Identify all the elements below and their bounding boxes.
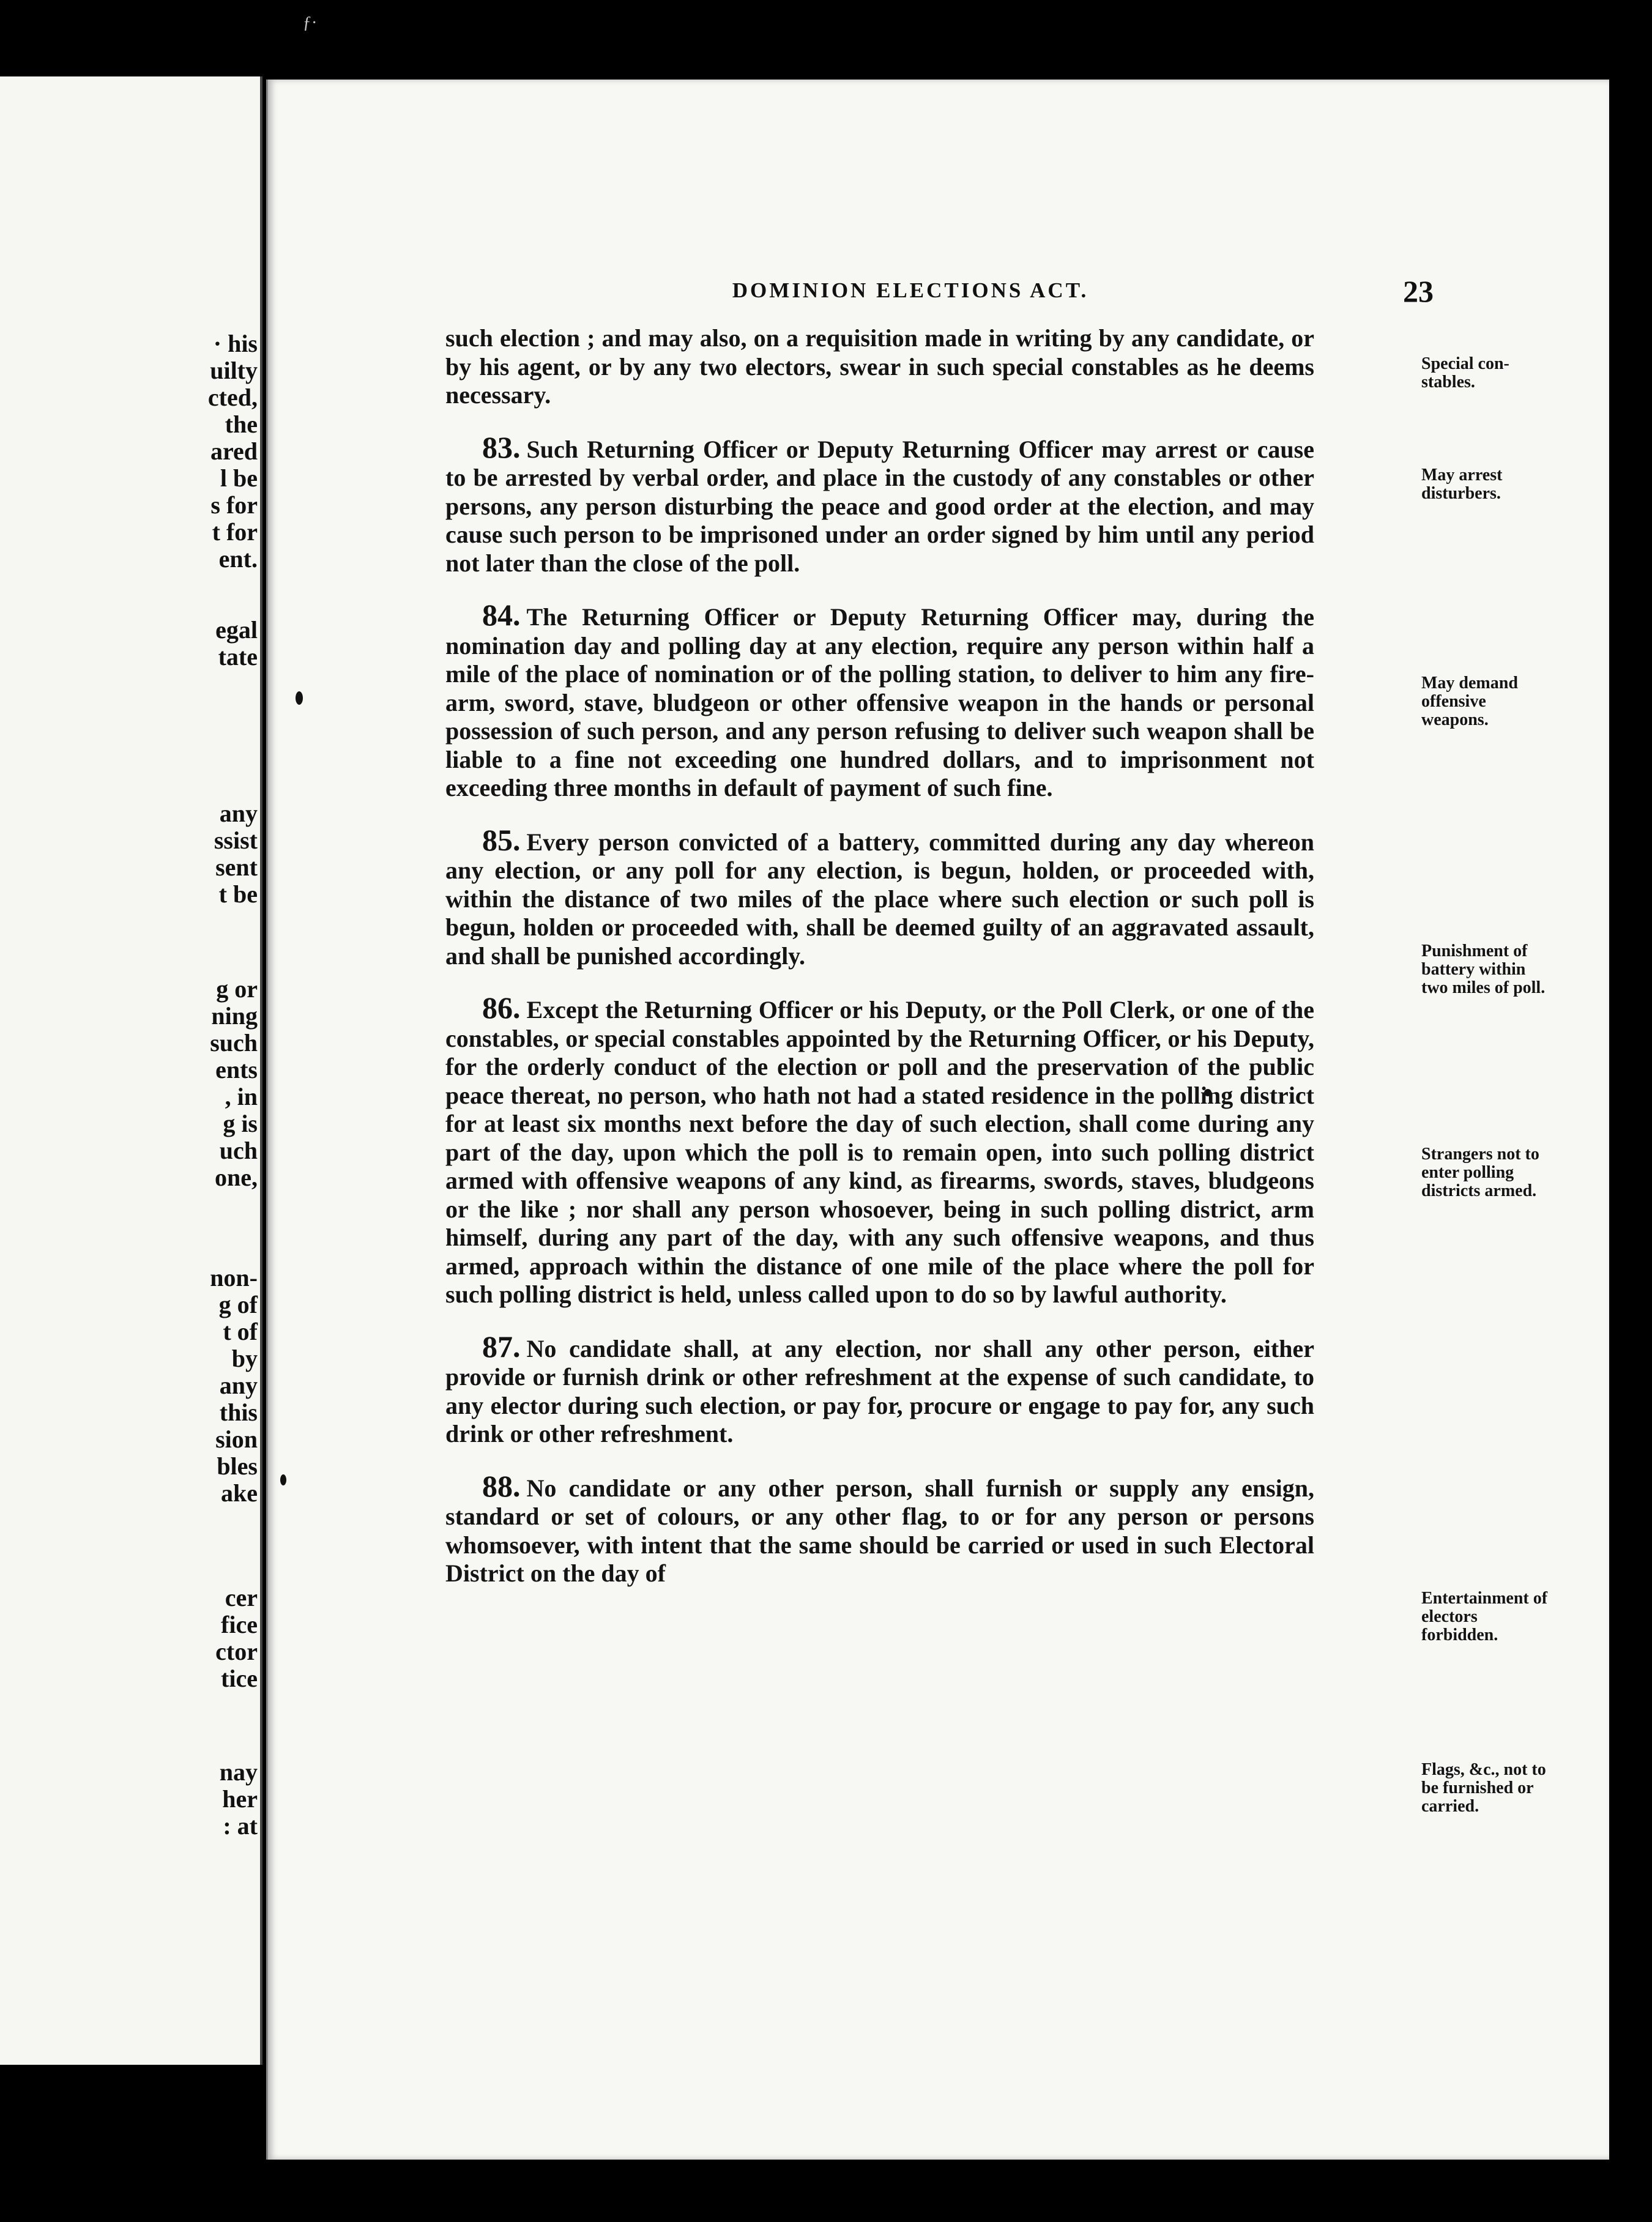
right-page	[266, 80, 1609, 2160]
margin-note: Flags, &c., not to be furnished or carried.	[1421, 1760, 1546, 1816]
section-text: Such Returning Officer or Deputy Returning Officer may arrest or cause to be arrested by verbal order, and place in the custody of any constables or other persons, any person disturbing the peace and good order at the election, and may cause such person to be imprisoned under an order signed by him until any period not later than the close of the poll.	[445, 435, 1314, 577]
left-text-fragment: by	[231, 1345, 258, 1372]
left-text-fragment: tice	[221, 1665, 258, 1692]
margin-note: Punishment of battery within two miles of poll.	[1421, 942, 1546, 997]
left-text-fragment: g is	[223, 1110, 258, 1137]
margin-note: May arrest disturbers.	[1421, 466, 1503, 503]
margin-note: Strangers not to enter polling districts armed.	[1421, 1145, 1539, 1200]
section-84	[445, 598, 1314, 803]
left-text-fragment: non-	[210, 1264, 258, 1291]
left-text-fragment: her	[222, 1785, 258, 1813]
section-number: 88.	[482, 1468, 521, 1503]
section-number: 86.	[482, 990, 521, 1025]
page-number: 23	[1403, 274, 1434, 308]
section-text: The Returning Officer or Deputy Returning Officer may, during the nomination day and polling day at any election, require any person within half a mile of the place of nomination or of the polling station, to deliver to him any fire-arm, sword, stave, bludgeon or other offensive weapon in the hands or personal possession of such person, and any person refusing to deliver such weapon shall be liable to a fine not exceeding one hundred dollars, and to imprisonment not exceeding three months in default of payment of such fine.	[445, 603, 1314, 801]
ink-speck	[296, 691, 303, 705]
left-text-fragment: t for	[212, 518, 258, 546]
section-85	[445, 822, 1314, 971]
left-text-fragment: s for	[210, 491, 258, 519]
left-text-fragment: cted,	[207, 384, 258, 411]
margin-note: Entertainment of electors forbidden.	[1421, 1589, 1548, 1644]
left-page-fragment	[0, 76, 262, 2065]
section-number: 87.	[482, 1329, 521, 1364]
left-text-fragment: ssist	[214, 827, 258, 854]
left-text-fragment: such	[210, 1029, 258, 1057]
left-text-fragment: this	[219, 1399, 258, 1426]
left-text-fragment: nay	[219, 1758, 258, 1786]
section-87	[445, 1329, 1314, 1449]
left-text-fragment: ake	[221, 1479, 258, 1507]
body-text-column	[445, 324, 1314, 1588]
left-text-fragment: t be	[218, 880, 258, 908]
left-text-fragment: sent	[215, 853, 258, 881]
left-text-fragment: one,	[215, 1164, 258, 1191]
section-number: 83.	[482, 429, 521, 464]
left-text-fragment: cer	[225, 1584, 258, 1611]
left-text-fragment: bles	[217, 1452, 258, 1480]
margin-note: May demand offensive weapons.	[1421, 674, 1518, 729]
left-text-fragment: ning	[211, 1002, 258, 1030]
section-number: 84.	[482, 598, 521, 632]
ink-speck	[280, 1474, 286, 1485]
section-text: Every person convicted of a battery, committed during any day whereon any election, or any poll for any election, is begun, holden, or proceeded with, within the distance of two miles of the place where such election or such poll is begun, holden or proceeded with, shall be deemed guilty of an aggravated assault, and shall be punished accordingly.	[445, 828, 1314, 970]
top-ink-mark: ƒ·	[303, 13, 318, 32]
left-text-fragment: t of	[223, 1318, 258, 1345]
section-83	[445, 429, 1314, 578]
section-text: such election ; and may also, on a requisition made in writing by any candidate, or by his agent, or by any two electors, swear in such special constables as he deems necessary.	[445, 324, 1314, 409]
left-text-fragment: uilty	[210, 357, 258, 384]
left-text-fragment: ctor	[215, 1638, 258, 1665]
left-text-fragment: g or	[216, 975, 258, 1003]
left-text-fragment: sion	[215, 1425, 258, 1453]
left-text-fragment: any	[219, 1372, 258, 1399]
left-text-fragment: ent.	[218, 545, 258, 573]
left-text-fragment: egal	[215, 616, 258, 644]
left-text-fragment: l be	[220, 464, 258, 492]
margin-note: Special con- stables.	[1421, 354, 1509, 392]
left-text-fragment: ared	[210, 437, 258, 465]
left-text-fragment: fice	[221, 1611, 258, 1638]
running-title: DOMINION ELECTIONS ACT.	[732, 278, 1089, 302]
page-header	[268, 274, 1609, 315]
left-text-fragment: g of	[218, 1291, 258, 1318]
left-text-fragment: · his	[213, 330, 258, 357]
section-86	[445, 990, 1314, 1309]
left-text-fragment: the	[225, 411, 258, 438]
left-text-fragment: uch	[219, 1137, 258, 1164]
left-text-fragment: , in	[225, 1083, 258, 1110]
section-text: No candidate shall, at any election, nor shall any other person, either provide or furnish drink or other refreshment at the expense of such candidate, to any elector during such election, or pay for, procure or engage to pay for, any such drink or other refreshment.	[445, 1334, 1314, 1447]
left-text-fragment: ents	[215, 1056, 258, 1083]
left-text-fragment: any	[219, 800, 258, 827]
section-number: 85.	[482, 822, 521, 857]
section-88	[445, 1468, 1314, 1588]
section-text: Except the Returning Officer or his Deputy, or the Poll Clerk, or one of the constables, or special constables appointed by the Returning Officer, or his Deputy, for the orderly conduct of the election or poll and the preservation of the public peace thereat, no person, who hath not had a stated residence in the polling district for at least six months next before the day of such election, shall come during any part of the day, upon which the poll is to remain open, into such polling district armed with offensive weapons of any kind, as firearms, swords, staves, bludgeons or the like ; nor shall any person whosoever, being in such polling district, arm himself, during any part of the day, with any such offensive weapons, and thus armed, approach within the distance of one mile of the place where the poll for such polling district is held, unless called upon to do so by lawful authority.	[445, 996, 1314, 1308]
left-text-fragment: tate	[218, 643, 258, 671]
section-text: No candidate or any other person, shall furnish or supply any ensign, standard or set of colours, or any other flag, to or for any person or persons whomsoever, with intent that the same should be carried or used in such Electoral District on the day of	[445, 1474, 1314, 1587]
section-continuation	[445, 324, 1314, 410]
left-text-fragment: : at	[223, 1812, 258, 1840]
